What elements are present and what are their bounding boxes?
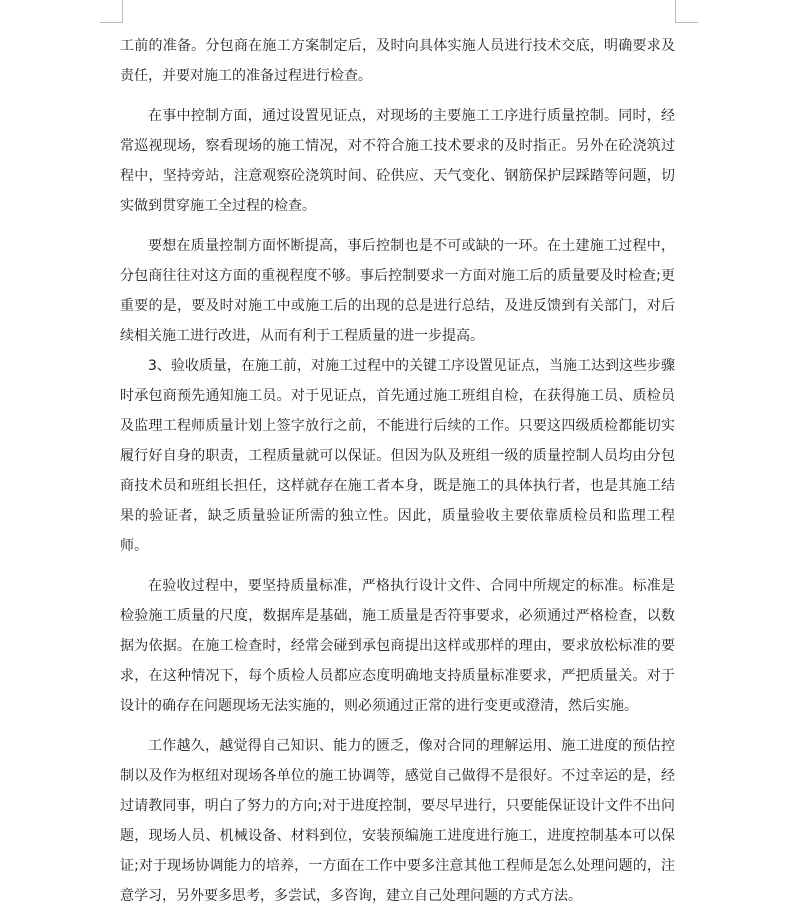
paragraph-post-control: 要想在质量控制方面怀断提高，事后控制也是不可或缺的一环。在土建施工过程中，分包商往往对这方面的重视程度不够。事后控制要求一方面对施工后的质量要及时检查;更重要的是，要及时对施工中或施工后的出现的总是进行总结，及进反馈到有关部门，对后续相关施工进行改进，从而有利于工程质量的进一步提高。 [120, 238, 675, 344]
document-body [120, 31, 675, 911]
paragraph-in-process-control: 在事中控制方面，通过设置见证点，对现场的主要施工工序进行质量控制。同时，经常巡视现场，察看现场的施工情况，对不符合施工技术要求的及时指正。另外在砼浇筑过程中，坚持旁站，注意观察砼浇筑时间、砼供应、天气变化、钢筋保护层踩踏等问题，切实做到贯穿施工全过程的检查。 [120, 108, 675, 214]
paragraph-acceptance-quality: 3、验收质量，在施工前，对施工过程中的关键工序设置见证点，当施工达到这些步骤时承包商预先通知施工员。对于见证点，首先通过施工班组自检，在获得施工员、质检员及监理工程师质量计划上签字放行之前，不能进行后续的工作。只要这四级质检都能切实履行好自身的职责，工程质量就可以保证。但因为队及班组一级的质量控制人员均由分包商技术员和班组长担任，这样就存在施工者本身，既是施工的具体执行者，也是其施工结果的验证者，缺乏质量验证所需的独立性。因此，质量验收主要依靠质检员和监理工程师。 [120, 358, 675, 554]
page-corner-mark-left [100, 0, 123, 23]
page-corner-mark-right [675, 0, 698, 23]
paragraph-prep-continuation: 工前的准备。分包商在施工方案制定后，及时向具体实施人员进行技术交底，明确要求及责任，并要对施工的准备过程进行检查。 [120, 38, 675, 84]
paragraph-acceptance-process: 在验收过程中，要坚持质量标准，严格执行设计文件、合同中所规定的标准。标准是检验施工质量的尺度，数据库是基础，施工质量是否符事要求，必须通过严格检查，以数据为依据。在施工检查时，经常会碰到承包商提出这样或那样的理由，要求放松标准的要求，在这种情况下，每个质检人员都应态度明确地支持质量标准要求，严把质量关。对于设计的确存在问题现场无法实施的，则必须通过正常的进行变更或澄清，然后实施。 [120, 578, 675, 714]
paragraph-reflection: 工作越久，越觉得自己知识、能力的匮乏，像对合同的理解运用、施工进度的预估控制以及作为枢纽对现场各单位的施工协调等，感觉自己做得不是很好。不过幸运的是，经过请教同事，明白了努力的方向;对于进度控制，要尽早进行，只要能保证设计文件不出问题，现场人员、机械设备、材料到位，安装预编施工进度进行施工，进度控制基本可以保证;对于现场协调能力的培养，一方面在工作中要多注意其他工程师是怎么处理问题的，注意学习，另外要多思考，多尝试，多咨询，建立自己处理问题的方式方法。 [120, 738, 675, 904]
